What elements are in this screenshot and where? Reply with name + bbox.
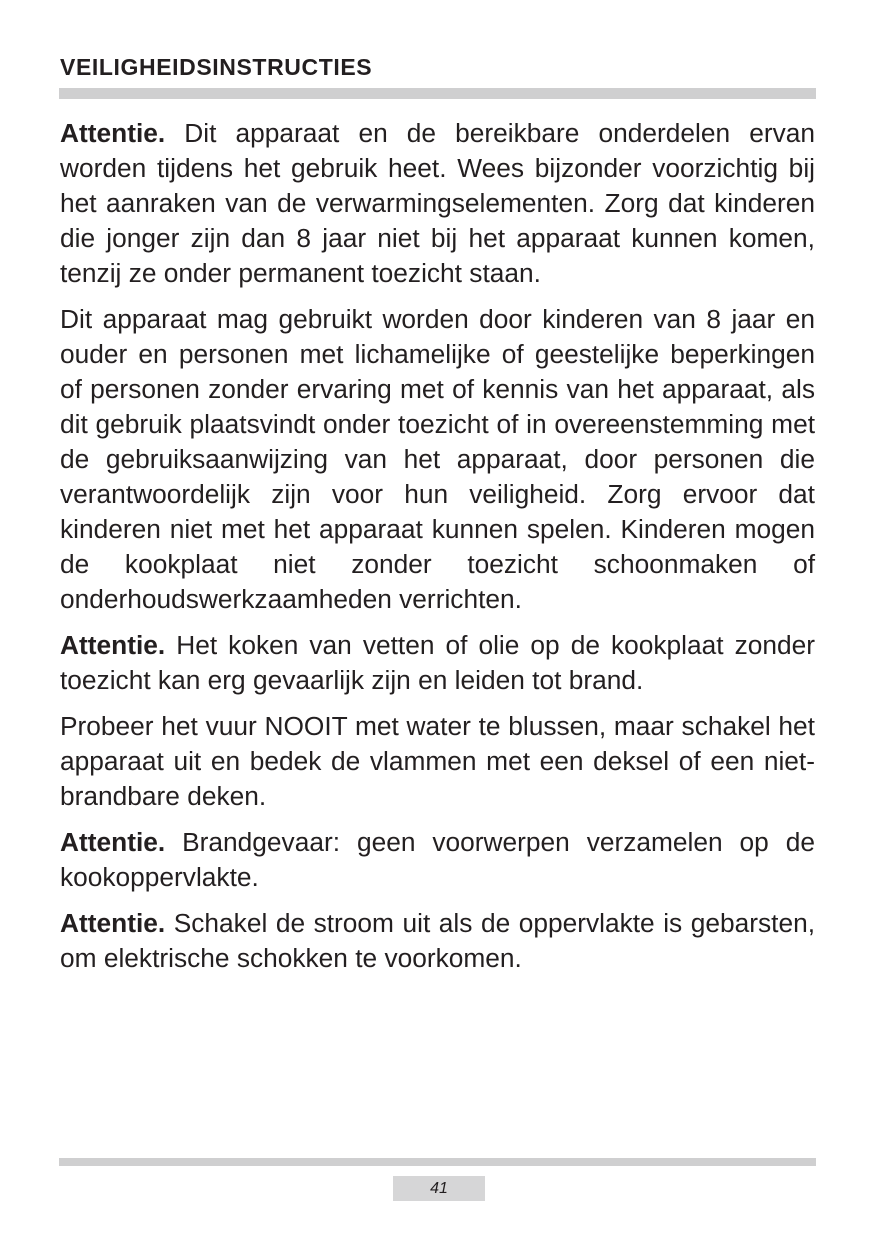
safety-instructions-body <box>60 116 815 987</box>
paragraph-no-water <box>60 709 815 814</box>
paragraph-text: Dit apparaat en de bereikbare onderdelen ervan worden tijdens het gebruik heet. Wees bijzonder voorzichtig bij het aanraken van de verwarmingselementen. Zorg dat kinderen die jonger zijn dan 8 jaar niet bij het apparaat kunnen komen, tenzij ze onder permanent toezicht staan. <box>60 118 815 288</box>
paragraph-children-usage <box>60 302 815 617</box>
attention-label: Attentie. <box>60 118 166 148</box>
paragraph-fat-oil <box>60 628 815 698</box>
paragraph-text: Probeer het vuur NOOIT met water te blussen, maar schakel het apparaat uit en bedek de vlammen met een deksel of een niet-brandbare deken. <box>60 711 815 811</box>
page-number: 41 <box>393 1176 485 1201</box>
paragraph-text: Het koken van vetten of olie op de kookplaat zonder toezicht kan erg gevaarlijk zijn en leiden tot brand. <box>60 630 815 695</box>
paragraph-cracked-surface <box>60 906 815 976</box>
page-header-title: VEILIGHEIDSINSTRUCTIES <box>60 54 373 80</box>
paragraph-text: Brandgevaar: geen voorwerpen verzamelen op de kookoppervlakte. <box>60 827 815 892</box>
paragraph-text: Schakel de stroom uit als de oppervlakte is gebarsten, om elektrische schokken te voorkomen. <box>60 908 815 973</box>
attention-label: Attentie. <box>60 827 166 857</box>
attention-label: Attentie. <box>60 630 166 660</box>
paragraph-fire-hazard <box>60 825 815 895</box>
attention-label: Attentie. <box>60 908 166 938</box>
paragraph-hot-parts <box>60 116 815 291</box>
paragraph-text: Dit apparaat mag gebruikt worden door kinderen van 8 jaar en ouder en personen met lichamelijke of geestelijke beperkingen of personen zonder ervaring met of kennis van het apparaat, als dit gebruik plaatsvindt onder toezicht of in overeenstemming met de gebruiksaanwijzing van het apparaat, door personen die verantwoordelijk zijn voor hun veiligheid. Zorg ervoor dat kinderen niet met het apparaat kunnen spelen. Kinderen mogen de kookplaat niet zonder toezicht schoonmaken of onderhoudswerkzaamheden verrichten. <box>60 304 815 614</box>
footer-rule <box>59 1158 816 1166</box>
header-rule <box>59 88 816 99</box>
